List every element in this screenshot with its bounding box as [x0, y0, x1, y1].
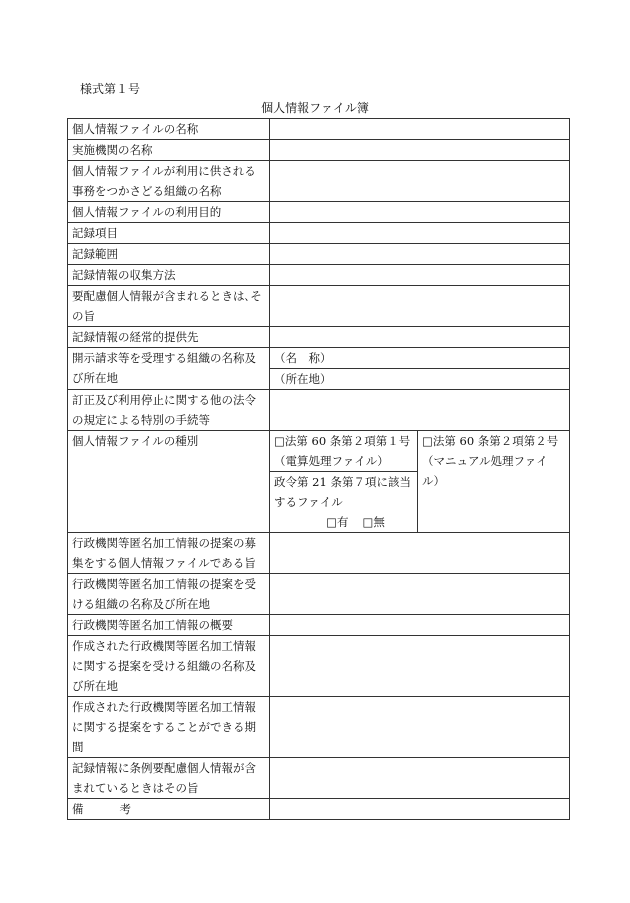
row-label: 記録範囲 [68, 244, 270, 265]
yes-checkbox: □有 [326, 515, 349, 529]
ordinance-cell [270, 472, 418, 533]
ordinance-text: 政令第 21 条第７項に該当するファイル [274, 475, 411, 509]
table-row [68, 348, 570, 369]
table-row [68, 202, 570, 223]
table-row [68, 161, 570, 202]
row-label: 作成された行政機関等匿名加工情報に関する提案を受ける組織の名称及び所在地 [68, 636, 270, 697]
row-label: 個人情報ファイルの種別 [68, 431, 270, 533]
file-type-option-computer: □法第 60 条第２項第１号（電算処理ファイル） [270, 431, 418, 472]
row-value-cell [270, 799, 570, 820]
row-value-cell [270, 223, 570, 244]
table-row [68, 799, 570, 820]
row-value-cell [270, 327, 570, 348]
table-row [68, 286, 570, 327]
table-row [68, 223, 570, 244]
office-address-cell: （所在地） [270, 369, 570, 390]
row-value-cell [270, 615, 570, 636]
row-value-cell [270, 244, 570, 265]
row-value-cell [270, 758, 570, 799]
table-row [68, 244, 570, 265]
row-value-cell [270, 286, 570, 327]
table-row [68, 697, 570, 758]
row-value-cell [270, 140, 570, 161]
table-row [68, 574, 570, 615]
no-checkbox: □無 [362, 515, 385, 529]
row-label: 開示請求等を受理する組織の名称及び所在地 [68, 348, 270, 390]
remarks-label [68, 799, 270, 820]
row-label: 実施機関の名称 [68, 140, 270, 161]
row-value-cell [270, 390, 570, 431]
table-row [68, 140, 570, 161]
row-value-cell [270, 202, 570, 223]
row-label: 記録情報に条例要配慮個人情報が含まれているときはその旨 [68, 758, 270, 799]
row-label: 行政機関等匿名加工情報の概要 [68, 615, 270, 636]
row-value-cell [270, 636, 570, 697]
row-value-cell [270, 697, 570, 758]
ordinance-checkbox-line [274, 512, 413, 532]
table-row [68, 758, 570, 799]
table-row [68, 265, 570, 286]
table-row [68, 615, 570, 636]
row-value-cell [270, 119, 570, 140]
row-label: 個人情報ファイルの名称 [68, 119, 270, 140]
row-label: 要配慮個人情報が含まれるときは､その旨 [68, 286, 270, 327]
row-label: 記録情報の収集方法 [68, 265, 270, 286]
row-label: 作成された行政機関等匿名加工情報に関する提案をすることができる期間 [68, 697, 270, 758]
row-label: 個人情報ファイルの利用目的 [68, 202, 270, 223]
remarks-label-char-2: 考 [119, 802, 131, 816]
row-label: 記録項目 [68, 223, 270, 244]
table-row [68, 533, 570, 574]
row-label: 記録情報の経常的提供先 [68, 327, 270, 348]
table-row [68, 636, 570, 697]
row-label: 行政機関等匿名加工情報の提案の募集をする個人情報ファイルである旨 [68, 533, 270, 574]
form-title: 個人情報ファイル簿 [261, 101, 369, 115]
table-row [68, 390, 570, 431]
remarks-label-char-1: 備 [72, 802, 84, 816]
table-row [68, 327, 570, 348]
row-value-cell [270, 161, 570, 202]
row-label: 訂正及び利用停止に関する他の法令の規定による特別の手続等 [68, 390, 270, 431]
row-label: 個人情報ファイルが利用に供される事務をつかさどる組織の名称 [68, 161, 270, 202]
table-row [68, 431, 570, 472]
table-row [68, 119, 570, 140]
personal-info-file-register-table [67, 118, 570, 820]
row-value-cell [270, 265, 570, 286]
file-type-option-manual: □法第 60 条第２項第２号（マニュアル処理ファイル） [418, 431, 570, 533]
row-label: 行政機関等匿名加工情報の提案を受ける組織の名称及び所在地 [68, 574, 270, 615]
office-name-cell: （名 称） [270, 348, 570, 369]
form-number: 様式第１号 [80, 82, 141, 96]
row-value-cell [270, 533, 570, 574]
row-value-cell [270, 574, 570, 615]
